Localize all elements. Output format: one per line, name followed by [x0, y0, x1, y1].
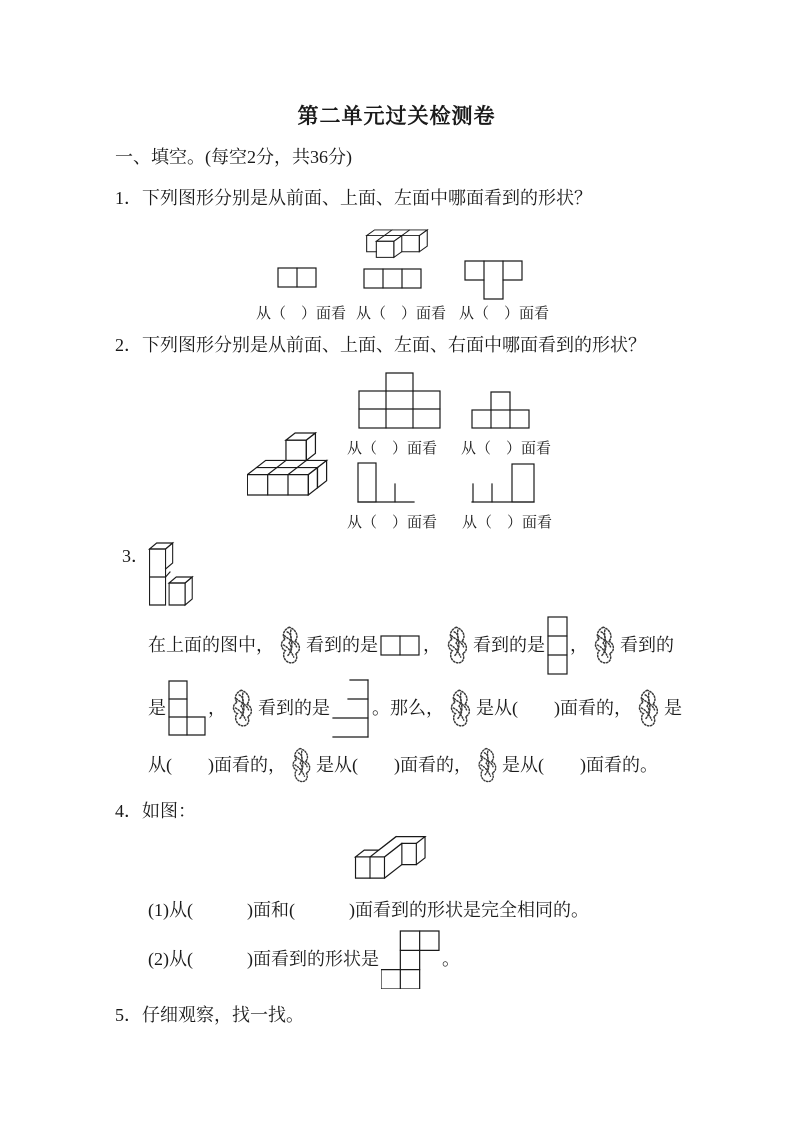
q3-inline-shape-3 — [168, 680, 206, 737]
observer-blob-8 — [474, 745, 500, 785]
q1-label-1: 从（ ）面看 — [256, 306, 347, 322]
observer-blob-1 — [276, 624, 304, 666]
q3-line1-text-5: ， — [570, 634, 588, 655]
q2-label-3: 从（ ）面看 — [347, 515, 438, 531]
q3-line2-text-2: ， — [208, 697, 226, 718]
q4-solid-figure — [338, 826, 430, 882]
page-title: 第二单元过关检测卷 — [297, 104, 496, 128]
q2-label-4: 从（ ）面看 — [462, 515, 553, 531]
q2-solid-figure — [247, 432, 329, 496]
observer-blob-4 — [228, 687, 256, 729]
q3-line-2 — [148, 677, 682, 739]
q3-line2-text-1: 是 — [148, 697, 166, 718]
q3-line2-text-6: 是 — [664, 697, 682, 718]
observer-blob-7 — [288, 745, 314, 785]
q4-sub2 — [148, 928, 460, 990]
q2-label-2: 从（ ）面看 — [461, 441, 552, 457]
q3-line2-text-5: 是从( )面看的， — [476, 697, 632, 718]
q3-inline-shape-1 — [380, 635, 421, 656]
q3-line1-text-6: 看到的 — [620, 634, 674, 655]
q3-line1-text-3: ， — [423, 634, 441, 655]
q1-text: 1．下列图形分别是从前面、上面、左面中哪面看到的形状？ — [115, 188, 592, 208]
q1-label-3: 从（ ）面看 — [459, 306, 550, 322]
q3-solid-figure — [146, 541, 194, 607]
q3-number: 3． — [122, 546, 149, 566]
q4-sub1: (1)从( )面和( )面看到的形状是完全相同的。 — [148, 900, 589, 920]
observer-blob-2 — [443, 624, 471, 666]
q3-line3-text-3: 是从( )面看的。 — [502, 754, 658, 775]
q2-view-shape-4 — [471, 463, 535, 503]
q2-label-1: 从（ ）面看 — [347, 441, 438, 457]
observer-blob-5 — [446, 687, 474, 729]
q4-text: 4．如图： — [115, 801, 196, 821]
q3-inline-shape-2 — [547, 616, 568, 675]
q4-sub2-text-1: (2)从( )面看到的形状是 — [148, 948, 379, 969]
q1-label-2: 从（ ）面看 — [356, 306, 447, 322]
q3-line2-text-4: 。那么， — [372, 697, 444, 718]
q3-line1-text-1: 在上面的图中， — [148, 634, 274, 655]
q2-view-shape-2 — [471, 391, 530, 429]
q2-text: 2．下列图形分别是从前面、上面、左面、右面中哪面看到的形状？ — [115, 335, 646, 355]
q3-line-1 — [148, 614, 674, 676]
q3-line2-text-3: 看到的是 — [258, 697, 330, 718]
q3-line-3 — [148, 742, 658, 788]
q1-view-shape-3 — [464, 260, 523, 300]
q1-view-shape-1 — [277, 267, 318, 288]
q4-view-shape — [381, 930, 440, 989]
q3-line3-text-2: 是从( )面看的， — [316, 754, 472, 775]
q4-sub2-text-2: 。 — [441, 948, 460, 969]
q3-line3-text-1: 从( )面看的， — [148, 754, 286, 775]
q1-solid-figure — [357, 217, 429, 259]
q2-view-shape-1 — [358, 372, 441, 429]
q5-text: 5．仔细观察，找一找。 — [115, 1005, 304, 1025]
q1-view-shape-2 — [363, 268, 422, 289]
q3-inline-shape-4 — [332, 679, 370, 738]
observer-blob-6 — [634, 687, 662, 729]
section-heading: 一、填空。(每空2分，共36分) — [115, 147, 352, 167]
observer-blob-3 — [590, 624, 618, 666]
q3-line1-text-4: 看到的是 — [473, 634, 545, 655]
q2-view-shape-3 — [357, 462, 415, 503]
q3-line1-text-2: 看到的是 — [306, 634, 378, 655]
